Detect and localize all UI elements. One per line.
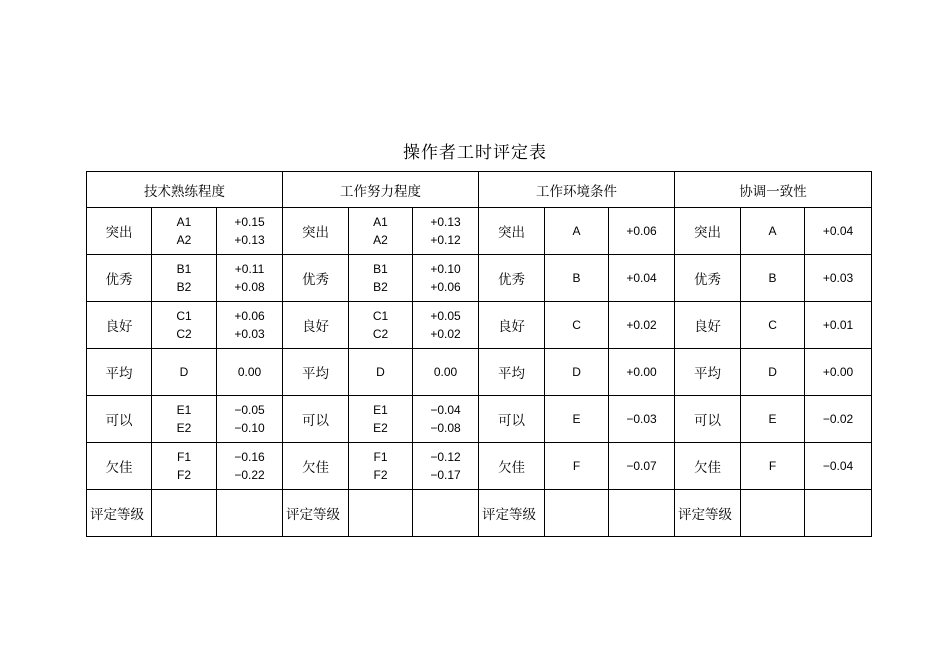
code-text: F	[572, 459, 581, 473]
code-text: F1	[176, 450, 191, 464]
conditions-code-cell	[545, 302, 609, 349]
effort-code-cell	[349, 349, 413, 396]
table-row	[87, 443, 872, 490]
code-text: D	[572, 365, 581, 379]
code-text: A	[572, 224, 581, 238]
value-text: 0.00	[237, 365, 262, 379]
skill-code-cell	[152, 208, 217, 255]
effort-value-cell	[413, 302, 479, 349]
consistency-grade-entry[interactable]	[805, 490, 872, 537]
code-text: B	[768, 271, 777, 285]
conditions-code-cell	[545, 396, 609, 443]
skill-level-cell: 优秀	[87, 255, 152, 302]
code-text: B1	[176, 262, 192, 276]
consistency-value-cell	[805, 255, 872, 302]
consistency-code-cell	[741, 396, 805, 443]
code-text: A	[768, 224, 777, 238]
effort-code-cell	[349, 302, 413, 349]
grade-row	[87, 490, 872, 537]
code-text: E2	[373, 421, 388, 435]
conditions-level-cell: 良好	[479, 302, 545, 349]
skill-level-cell: 良好	[87, 302, 152, 349]
header-consistency: 协调一致性	[675, 172, 872, 208]
effort-grade-entry[interactable]	[349, 490, 413, 537]
consistency-level-cell: 欠佳	[675, 443, 741, 490]
consistency-value-cell	[805, 396, 872, 443]
table-row	[87, 255, 872, 302]
value-text: −0.05	[234, 403, 265, 417]
value-text: −0.12	[430, 450, 461, 464]
code-text: D	[179, 365, 189, 379]
value-text: +0.01	[822, 318, 854, 332]
value-text: +0.00	[822, 365, 854, 379]
conditions-value-cell	[609, 349, 675, 396]
effort-value-cell	[413, 255, 479, 302]
skill-code-cell	[152, 349, 217, 396]
effort-code-cell	[349, 208, 413, 255]
value-text: −0.03	[626, 412, 657, 426]
consistency-value-cell	[805, 443, 872, 490]
value-text: +0.11	[234, 262, 265, 276]
skill-value-cell	[217, 349, 283, 396]
value-text: +0.02	[430, 327, 461, 341]
consistency-code-cell	[741, 302, 805, 349]
skill-value-cell	[217, 302, 283, 349]
code-text: B	[572, 271, 581, 285]
skill-code-cell	[152, 302, 217, 349]
value-text: +0.06	[234, 309, 265, 323]
code-text: A1	[373, 215, 388, 229]
code-text: A2	[373, 233, 388, 247]
header-conditions: 工作环境条件	[479, 172, 675, 208]
header-row	[87, 172, 872, 208]
consistency-value-cell	[805, 302, 872, 349]
conditions-level-cell: 平均	[479, 349, 545, 396]
effort-code-cell	[349, 255, 413, 302]
skill-code-cell	[152, 396, 217, 443]
conditions-code-cell	[545, 255, 609, 302]
conditions-level-cell: 欠佳	[479, 443, 545, 490]
code-text: B1	[373, 262, 388, 276]
value-text: +0.02	[626, 318, 657, 332]
effort-grade-label: 评定等级	[283, 490, 349, 537]
conditions-value-cell	[609, 302, 675, 349]
consistency-level-cell: 平均	[675, 349, 741, 396]
value-text: +0.03	[822, 271, 854, 285]
consistency-level-cell: 突出	[675, 208, 741, 255]
value-text: +0.03	[234, 327, 265, 341]
table-row	[87, 208, 872, 255]
effort-level-cell: 突出	[283, 208, 349, 255]
code-text: E1	[176, 403, 192, 417]
code-text: C2	[176, 327, 192, 341]
code-text: A2	[176, 233, 192, 247]
value-text: −0.08	[430, 421, 461, 435]
value-text: −0.04	[430, 403, 461, 417]
value-text: +0.13	[234, 233, 265, 247]
skill-value-cell	[217, 208, 283, 255]
code-text: C	[768, 318, 777, 332]
effort-code-cell	[349, 443, 413, 490]
conditions-value-cell	[609, 208, 675, 255]
consistency-level-cell: 良好	[675, 302, 741, 349]
code-text: E	[768, 412, 777, 426]
value-text: +0.15	[234, 215, 265, 229]
value-text: +0.04	[822, 224, 854, 238]
conditions-grade-label: 评定等级	[479, 490, 545, 537]
value-text: −0.16	[234, 450, 265, 464]
page-title: 操作者工时评定表	[403, 143, 547, 163]
code-text: C1	[372, 309, 389, 323]
effort-grade-entry[interactable]	[413, 490, 479, 537]
effort-value-cell	[413, 349, 479, 396]
effort-value-cell	[413, 396, 479, 443]
effort-level-cell: 可以	[283, 396, 349, 443]
consistency-level-cell: 可以	[675, 396, 741, 443]
conditions-value-cell	[609, 443, 675, 490]
skill-grade-label: 评定等级	[87, 490, 152, 537]
effort-value-cell	[413, 208, 479, 255]
value-text: +0.05	[430, 309, 461, 323]
code-text: F	[768, 459, 777, 473]
code-text: B2	[176, 280, 192, 294]
consistency-level-cell: 优秀	[675, 255, 741, 302]
table-row	[87, 302, 872, 349]
value-text: 0.00	[433, 365, 458, 379]
skill-value-cell	[217, 396, 283, 443]
code-text: C	[572, 318, 581, 332]
consistency-code-cell	[741, 349, 805, 396]
conditions-code-cell	[545, 349, 609, 396]
conditions-grade-entry[interactable]	[609, 490, 675, 537]
effort-code-cell	[349, 396, 413, 443]
value-text: +0.10	[430, 262, 461, 276]
code-text: F2	[373, 468, 388, 482]
skill-value-cell	[217, 255, 283, 302]
value-text: −0.04	[822, 459, 854, 473]
conditions-value-cell	[609, 396, 675, 443]
consistency-grade-entry[interactable]	[741, 490, 805, 537]
consistency-value-cell	[805, 208, 872, 255]
code-text: C2	[372, 327, 389, 341]
code-text: E2	[176, 421, 192, 435]
code-text: A1	[176, 215, 192, 229]
effort-level-cell: 欠佳	[283, 443, 349, 490]
effort-level-cell: 平均	[283, 349, 349, 396]
value-text: −0.02	[822, 412, 854, 426]
skill-grade-entry[interactable]	[217, 490, 283, 537]
code-text: E	[572, 412, 581, 426]
code-text: D	[376, 365, 385, 379]
value-text: +0.00	[626, 365, 657, 379]
conditions-level-cell: 突出	[479, 208, 545, 255]
consistency-code-cell	[741, 208, 805, 255]
skill-value-cell	[217, 443, 283, 490]
code-text: F1	[373, 450, 388, 464]
value-text: +0.13	[430, 215, 461, 229]
consistency-grade-label: 评定等级	[675, 490, 741, 537]
code-text: B2	[373, 280, 388, 294]
code-text: D	[768, 365, 777, 379]
effort-value-cell	[413, 443, 479, 490]
consistency-code-cell	[741, 255, 805, 302]
conditions-code-cell	[545, 208, 609, 255]
conditions-value-cell	[609, 255, 675, 302]
table-row	[87, 349, 872, 396]
code-text: C1	[176, 309, 192, 323]
table-row	[87, 396, 872, 443]
value-text: −0.07	[626, 459, 657, 473]
value-text: +0.06	[430, 280, 461, 294]
skill-code-cell	[152, 255, 217, 302]
conditions-code-cell	[545, 443, 609, 490]
skill-code-cell	[152, 443, 217, 490]
code-text: F2	[176, 468, 191, 482]
code-text: E1	[373, 403, 388, 417]
conditions-level-cell: 可以	[479, 396, 545, 443]
conditions-level-cell: 优秀	[479, 255, 545, 302]
value-text: −0.22	[234, 468, 265, 482]
value-text: +0.12	[430, 233, 461, 247]
header-skill: 技术熟练程度	[87, 172, 283, 208]
header-effort: 工作努力程度	[283, 172, 479, 208]
effort-level-cell: 良好	[283, 302, 349, 349]
skill-level-cell: 可以	[87, 396, 152, 443]
effort-level-cell: 优秀	[283, 255, 349, 302]
skill-level-cell: 突出	[87, 208, 152, 255]
skill-grade-entry[interactable]	[152, 490, 217, 537]
consistency-code-cell	[741, 443, 805, 490]
rating-table	[86, 171, 872, 537]
skill-level-cell: 欠佳	[87, 443, 152, 490]
skill-level-cell: 平均	[87, 349, 152, 396]
conditions-grade-entry[interactable]	[545, 490, 609, 537]
consistency-value-cell	[805, 349, 872, 396]
value-text: +0.08	[234, 280, 265, 294]
value-text: +0.04	[626, 271, 657, 285]
value-text: −0.17	[430, 468, 461, 482]
value-text: −0.10	[234, 421, 265, 435]
value-text: +0.06	[626, 224, 657, 238]
